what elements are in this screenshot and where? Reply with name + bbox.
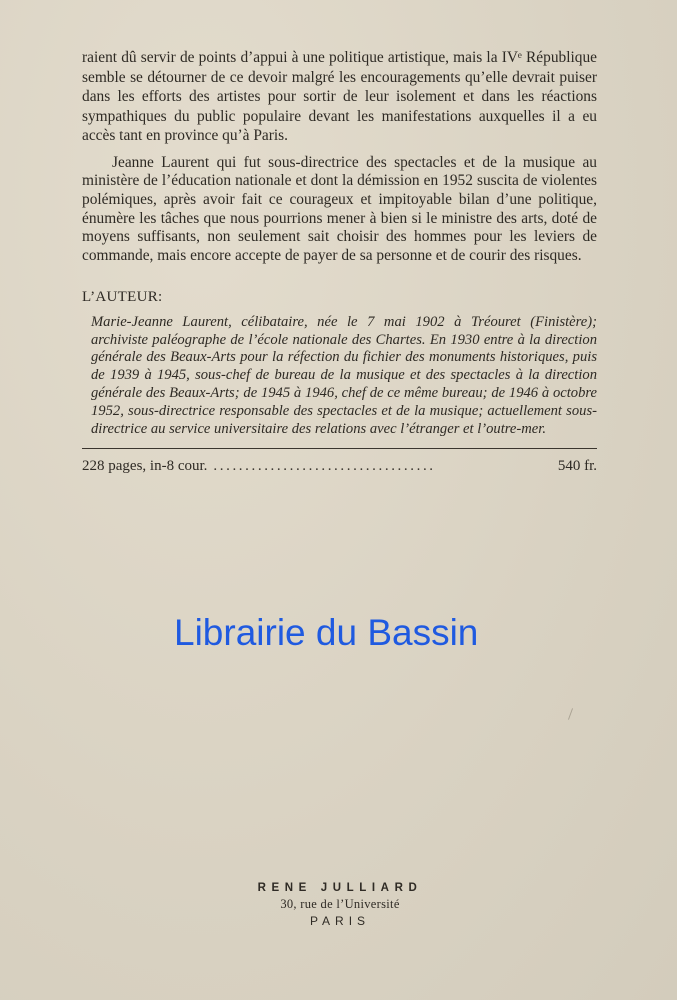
publisher-block	[200, 882, 480, 928]
book-description: 228 pages, in-8 cour.	[82, 458, 208, 475]
body-paragraph-1: raient dû servir de points d’appui à une politique artistique, mais la IVᵉ République semble se détourner de ce devoir malgré les encouragements qu’elle devrait puiser dans les efforts des artistes pour sortir de leur isolement et dans les réactions sympathiques du public populaire devant les manifestations auxquelles il a eu accès tant en province qu’à Paris.	[82, 49, 597, 144]
paper-mark	[568, 708, 573, 720]
publisher-city: PARIS	[309, 914, 371, 928]
section-divider	[82, 448, 597, 449]
bookseller-watermark: Librairie du Bassin	[174, 612, 479, 653]
book-price-line	[82, 458, 597, 475]
author-bio: Marie-Jeanne Laurent, célibataire, née le 7 mai 1902 à Tréouret (Finistère); archiviste paléographe de l’école nationale des Chartes. En 1930 entre à la direction générale des Beaux-Arts pour la réfection du fichier des monuments historiques, puis de 1939 à 1945, sous-chef de bureau de la musique et des spectacles à la direction générale des Beaux-Arts; de 1945 à 1946, chef de ce même bureau; de 1946 à octobre 1952, sous-directrice responsable des spectacles et de la musique; actuellement sous-directrice au service universitaire des relations avec l’étranger et l’outre-mer.	[91, 313, 597, 437]
publisher-name: RENE JULLIARD	[257, 882, 423, 894]
document-page	[82, 48, 597, 475]
author-heading: L’AUTEUR:	[82, 288, 163, 305]
publisher-address: 30, rue de l’Université	[280, 897, 400, 911]
book-price: 540 fr.	[557, 458, 597, 475]
dot-leader: ...................................	[213, 458, 436, 475]
body-paragraph-2: Jeanne Laurent qui fut sous-directrice des spectacles et de la musique au ministère de l’éducation nationale et dont la démission en 1952 suscita de violentes polémiques, après avoir fait ce courageux et impitoyable bilan d’une politique, énumère les tâches que nous pourrions mener à bien si le ministre des arts, doté de moyens suffisants, non seulement sait choisir des hommes pour les leviers de commande, mais encore accepte de payer de sa personne et de courir des risques.	[82, 153, 597, 265]
